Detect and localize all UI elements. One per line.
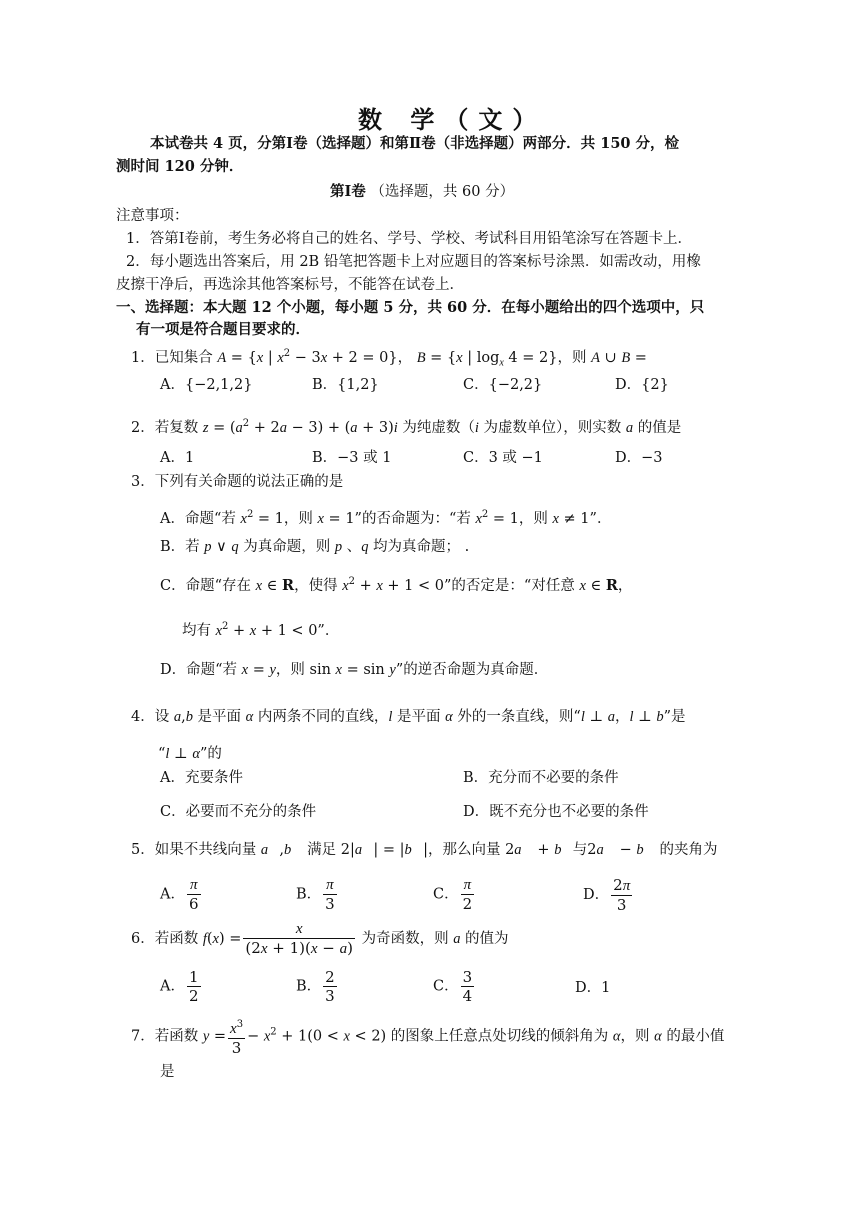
question-6-stem: 6．若函数 f(x) = $\frac{x}{(2x + 1)(x - a)}$ 为奇函数，则 a 的值为 bbox=[131, 921, 509, 957]
q1-text-b: ， bbox=[397, 349, 413, 366]
question-3-stem bbox=[131, 472, 343, 492]
q6-option-b: B． $\frac{2}{3}$ bbox=[296, 968, 335, 1005]
q4-text-f: ， bbox=[614, 709, 630, 725]
q4-option-a: A．充要条件 bbox=[160, 770, 243, 786]
q5-text-c: ，那么向量 bbox=[427, 842, 506, 858]
q2-option-a: A．1 bbox=[160, 450, 195, 466]
notes-heading: 注意事项： bbox=[116, 208, 189, 224]
question-number: 6． bbox=[131, 931, 155, 947]
question-4-stem: 4．设 a,b 是平面 α 内两条不同的直线，l 是平面 α 外的一条直线，则“l ⊥ a，l ⊥ b”是 bbox=[131, 709, 686, 725]
q6-text-a: 若函数 bbox=[154, 931, 203, 947]
q3-b-text-a: B．若 bbox=[160, 539, 205, 555]
part1-heading-line-2: 有一项是符合题目要求的． bbox=[136, 321, 310, 338]
q3-c-text-c: ”的否定是：“对任意 bbox=[444, 577, 580, 594]
q5-option-d: D． $\frac{2\pi}{3}$ bbox=[583, 876, 631, 914]
intro-line-1: 本试卷共 4 页，分第Ⅰ卷（选择题）和第Ⅱ卷（非选择题）两部分．共 150 分，检 bbox=[150, 135, 680, 152]
q2-text-c: 为虚数单位），则实数 bbox=[478, 419, 626, 436]
question-number: 5． bbox=[131, 842, 155, 858]
q1-text-a: 已知集合 bbox=[154, 349, 218, 366]
q2-text-d: 的值是 bbox=[633, 419, 682, 436]
q3-a-text-a: A．命题“若 bbox=[160, 510, 241, 527]
q6-option-d: D．1 bbox=[575, 980, 611, 996]
q1-option-b: B．{1,2} bbox=[312, 377, 379, 393]
q3-option-c-line-2: 均有 $x^2 + x + 1 < 0$”． bbox=[182, 621, 340, 639]
q1-text-c: ，则 bbox=[557, 349, 592, 366]
q4-option-d: D．既不充分也不必要的条件 bbox=[463, 804, 649, 820]
q5-c-label: C． bbox=[433, 886, 459, 903]
q4-text-g: ”是 bbox=[663, 709, 686, 725]
question-1-stem: 1．已知集合 A = {x | $x^2 - 3x + 2 = 0$}， B = {x | $\log_x 4 = 2$}，则 A ∪ B = bbox=[131, 348, 647, 369]
q3-text: 下列有关命题的说法正确的是 bbox=[154, 474, 344, 490]
question-number: 7． bbox=[131, 1028, 155, 1045]
q1-option-a: A．{−2,1,2} bbox=[160, 377, 253, 393]
page-title: 数 学（文） bbox=[358, 105, 547, 134]
q1-option-c: C．{−2,2} bbox=[463, 377, 543, 393]
q5-text-a: 如果不共线向量 bbox=[154, 842, 261, 858]
question-5-stem: 5．如果不共线向量 a⃗,b⃗ 满足 2|a⃗| = |b⃗|，那么向量 2a⃗ + b⃗与2a⃗ − b⃗ 的夹角为 bbox=[131, 842, 718, 858]
q2-text-b: 为纯虚数（ bbox=[397, 419, 475, 436]
q5-text-b: 满足 bbox=[302, 842, 341, 858]
q3-option-a: A．命题“若 $x^2 = 1$，则 x = 1”的否命题为：“若 $x^2 = 1$，则 x ≠ 1”． bbox=[160, 509, 612, 527]
q3-option-c: C．命题“存在 x ∈ R，使得 $x^2 + x + 1 < 0$”的否定是：“对任意 x ∈ R， bbox=[160, 576, 633, 594]
question-4-stem-line-2: “l ⊥ α”的 bbox=[158, 746, 222, 762]
q4-text-c: 内两条不同的直线， bbox=[253, 709, 389, 725]
q3-c2-text-a: 均有 bbox=[182, 622, 216, 639]
question-number: 3． bbox=[131, 474, 155, 490]
q6-option-a: A． $\frac{1}{2}$ bbox=[160, 968, 199, 1005]
question-number: 4． bbox=[131, 709, 155, 725]
question-number: 2． bbox=[131, 419, 155, 436]
q3-a-text-b: ，则 bbox=[283, 510, 318, 527]
q6-text-c: 的值为 bbox=[460, 931, 509, 947]
q5-a-label: A． bbox=[160, 886, 185, 903]
q3-b-text-d: 均为真命题； . bbox=[368, 539, 470, 555]
note-2-line-1: 2．每小题选出答案后，用 2B 铅笔把答题卡上对应题目的答案标号涂黑．如需改动，用橡 bbox=[126, 254, 701, 270]
q7-text-d: 的最小值 bbox=[661, 1028, 725, 1045]
q5-option-a: A． $\frac{\pi}{6}$ bbox=[160, 877, 199, 913]
q2-option-d: D．−3 bbox=[615, 450, 663, 466]
q4-line2-text-b: ”的 bbox=[199, 746, 222, 762]
q6-a-label: A． bbox=[160, 978, 185, 995]
q5-text-d: 的夹角为 bbox=[654, 842, 718, 858]
q1-option-d: D．{2} bbox=[615, 377, 669, 393]
q2-option-c: C．3 或 −1 bbox=[463, 450, 543, 466]
q3-a-text-c: ”的否命题为：“若 bbox=[354, 510, 476, 527]
q5-d-label: D． bbox=[583, 887, 610, 903]
q6-option-c: C． $\frac{3}{4}$ bbox=[433, 968, 473, 1005]
question-2-stem: 2．若复数 $z = (a^2 + 2a - 3) + (a + 3)i$ 为纯虚数（i 为虚数单位），则实数 a 的值是 bbox=[131, 418, 682, 436]
q3-c2-text-b: ”． bbox=[317, 622, 340, 639]
q3-option-d: D．命题“若 x = y，则 sin x = sin y”的逆否命题为真命题． bbox=[160, 662, 549, 678]
q7-text-b: 的图象上任意点处切线的倾斜角为 bbox=[386, 1028, 613, 1045]
q7-text-c: ，则 bbox=[620, 1028, 655, 1045]
q2-text-a: 若复数 bbox=[154, 419, 203, 436]
set-b-expression: B bbox=[416, 349, 426, 366]
q3-a-text-e: ”． bbox=[589, 510, 612, 527]
section-heading-sub: （选择题，共 60 分） bbox=[370, 184, 515, 200]
q3-option-b: B．若 p ∨ q 为真命题，则 p 、q 均为真命题； . bbox=[160, 539, 470, 555]
set-a-expression: A bbox=[217, 349, 227, 366]
q3-d-text-a: D．命题“若 bbox=[160, 662, 242, 678]
q3-d-text-b: ，则 bbox=[275, 662, 310, 678]
note-1: 1．答第Ⅰ卷前，考生务必将自己的姓名、学号、学校、考试科目用铅笔涂写在答题卡上． bbox=[126, 231, 692, 247]
q3-b-text-b: 为真命题，则 bbox=[238, 539, 335, 555]
q7-text-a: 若函数 bbox=[154, 1028, 203, 1045]
q6-text-b: 为奇函数，则 bbox=[356, 931, 454, 947]
section-heading bbox=[330, 182, 514, 202]
q4-line2-text-a: “ bbox=[158, 746, 166, 762]
q3-d-text-c: ”的逆否命题为真命题． bbox=[395, 662, 549, 678]
q5-b-label: B． bbox=[296, 886, 322, 903]
q5-option-b: B． $\frac{\pi}{3}$ bbox=[296, 877, 335, 913]
q4-text-e: 外的一条直线，则“ bbox=[452, 709, 581, 725]
q2-option-b: B．−3 或 1 bbox=[312, 450, 392, 466]
q4-option-b: B．充分而不必要的条件 bbox=[463, 770, 619, 786]
q3-b-text-c: 、 bbox=[342, 539, 362, 555]
intro-line-2: 测时间 120 分钟． bbox=[116, 158, 244, 175]
question-number: 1． bbox=[131, 349, 155, 366]
part1-heading-line-1: 一、选择题：本大题 12 个小题，每小题 5 分，共 60 分．在每小题给出的四个选项中，只 bbox=[116, 299, 705, 316]
question-7-stem-line-2: 是 bbox=[160, 1064, 175, 1080]
q4-text-d: 是平面 bbox=[392, 709, 446, 725]
note-2-line-2: 皮擦干净后，再选涂其他答案标号，不能答在试卷上． bbox=[116, 277, 464, 293]
q6-c-label: C． bbox=[433, 978, 459, 995]
section-heading-main: 第Ⅰ卷 bbox=[330, 183, 366, 200]
question-7-stem: 7．若函数 y = $\frac{x^3}{3}$ − $x^2 + 1(0 < x < 2)$ 的图象上任意点处切线的倾斜角为 α，则 α 的最小值 bbox=[131, 1016, 724, 1057]
q3-a-text-d: ，则 bbox=[518, 510, 553, 527]
q3-c-text-a: C．命题“存在 bbox=[160, 577, 256, 594]
q3-c-text-b: ，使得 bbox=[294, 577, 343, 594]
q5-option-c: C． $\frac{\pi}{2}$ bbox=[433, 877, 473, 913]
q6-b-label: B． bbox=[296, 978, 322, 995]
q4-text-a: 设 bbox=[154, 709, 174, 725]
q3-c-text-d: ， bbox=[617, 577, 633, 594]
q4-text-b: 是平面 bbox=[192, 709, 246, 725]
q4-option-c: C．必要而不充分的条件 bbox=[160, 804, 317, 820]
